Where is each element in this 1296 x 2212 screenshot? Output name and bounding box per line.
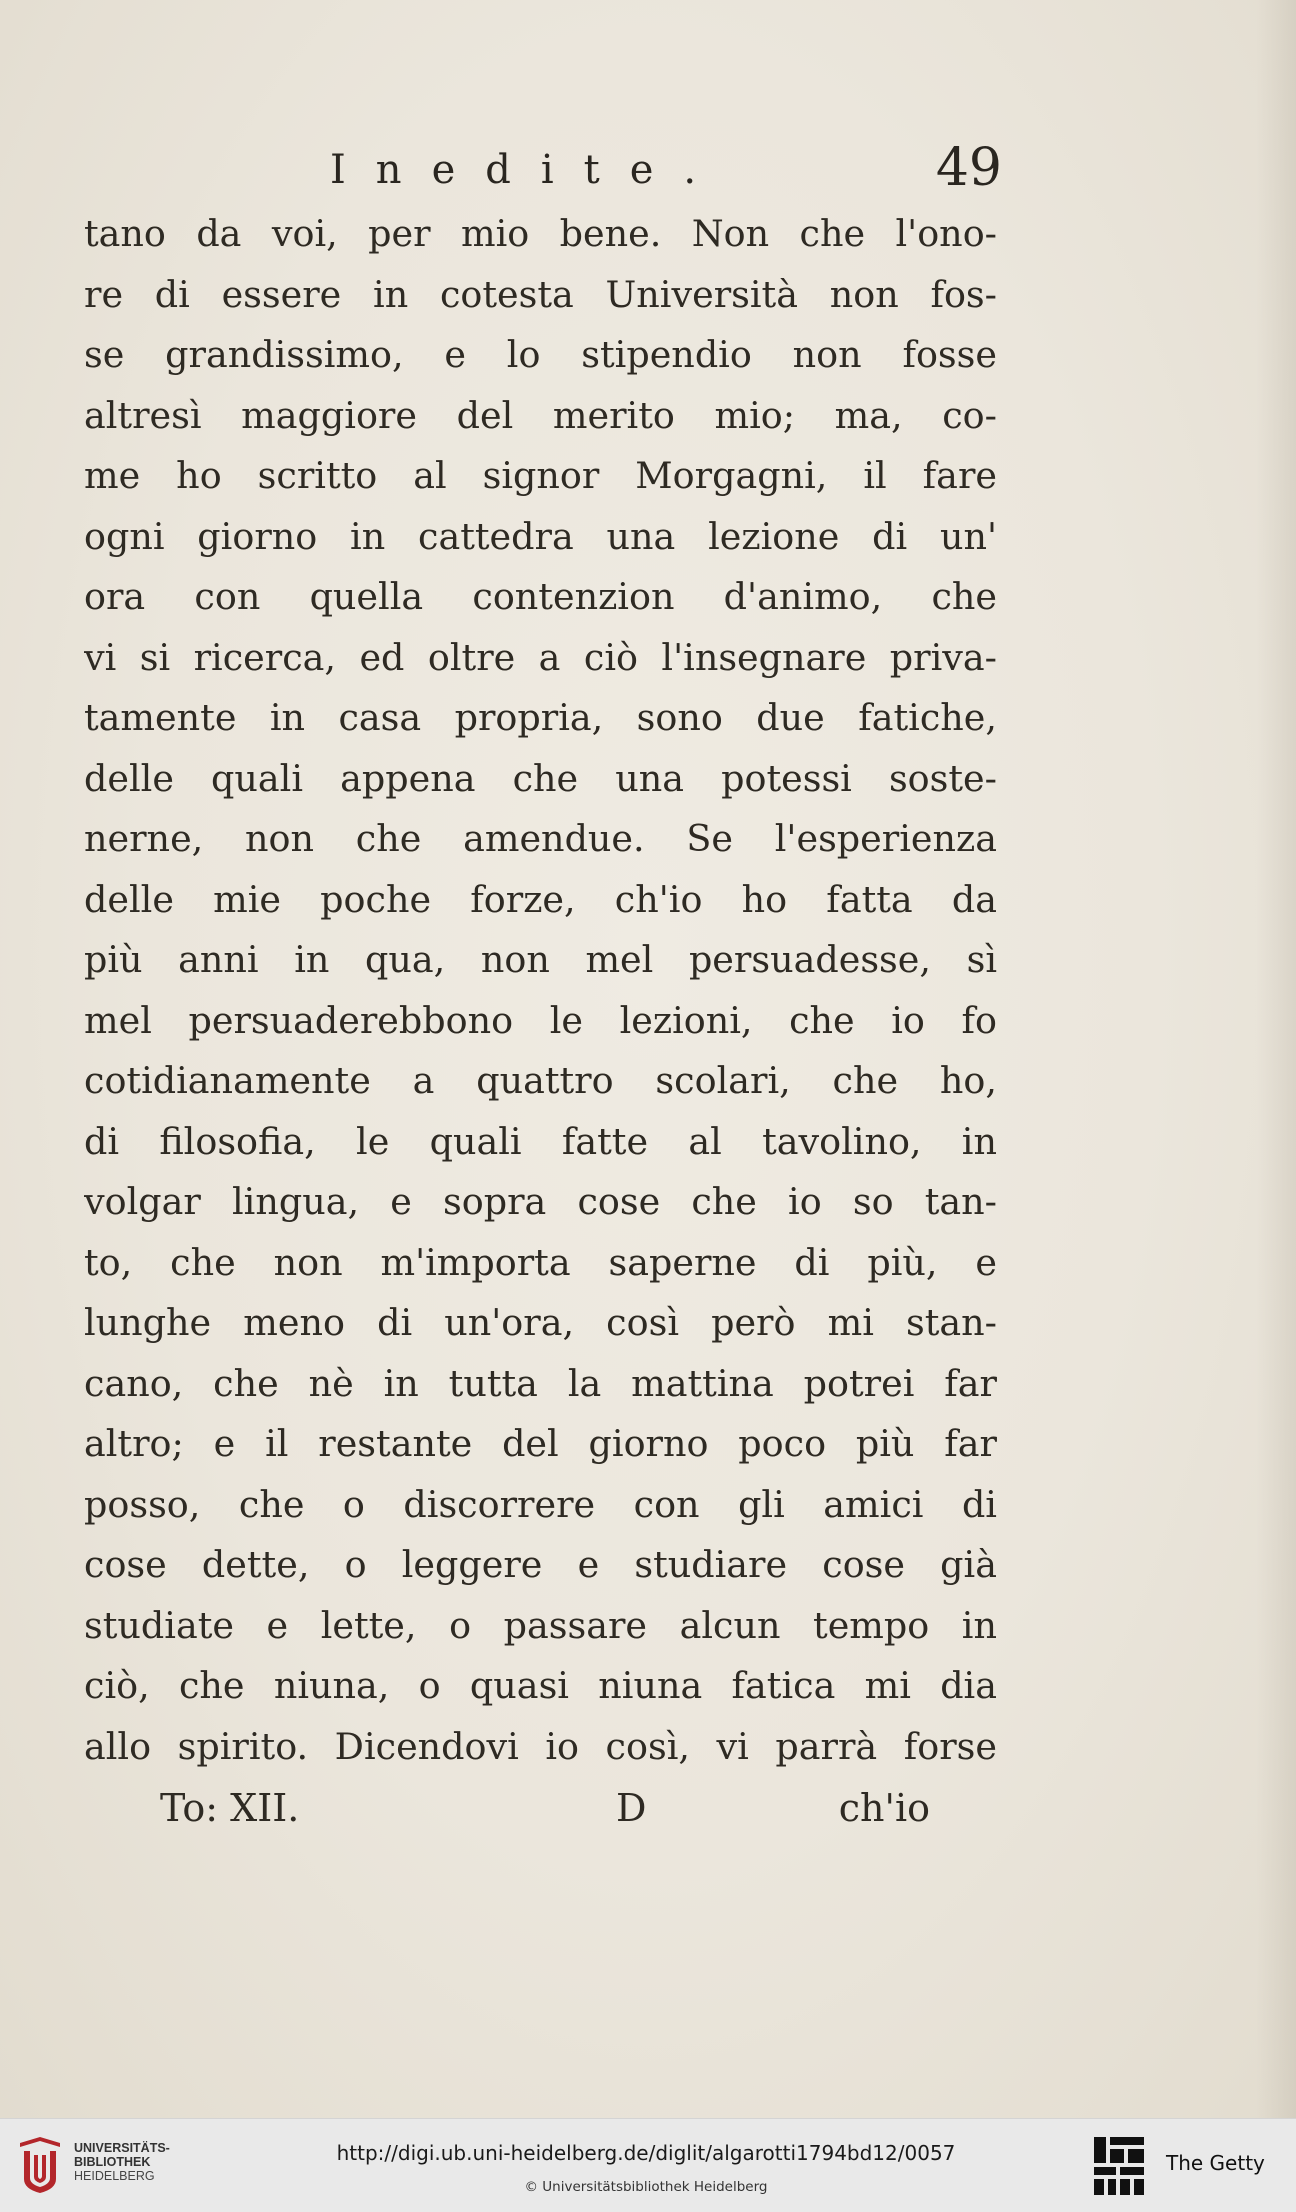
text-line: cano, che nè in tutta la mattina potrei far (84, 1361, 997, 1405)
library-name-line: UNIVERSITÄTS- (74, 2141, 170, 2155)
text-line: allo spirito. Dicendovi io così, vi parrà forse (84, 1724, 997, 1768)
signature-line (160, 1778, 940, 1838)
text-line: nerne, non che amendue. Se l'esperienza (84, 817, 997, 860)
text-line: tano da voi, per mio bene. Non che l'ono- (84, 212, 997, 255)
text-line: se grandissimo, e lo stipendio non fosse (84, 333, 997, 376)
text-line: mel persuaderebbono le lezioni, che io fo (84, 998, 997, 1042)
text-line: me ho scritto al signor Morgagni, il fare (84, 454, 997, 497)
copyright-notice: © Universitätsbibliothek Heidelberg (524, 2179, 768, 2195)
text-line: altresì maggiore del merito mio; ma, co- (84, 393, 997, 437)
text-line: più anni in qua, non mel persuadesse, sì (84, 938, 997, 981)
university-library-name (74, 2141, 170, 2183)
text-line: studiate e lette, o passare alcun tempo in (84, 1603, 997, 1647)
body-text (84, 204, 997, 1777)
text-line: di filosofia, le quali fatte al tavolino, in (84, 1119, 997, 1163)
viewer-footer (0, 2118, 1296, 2212)
text-line: posso, che o discorrere con gli amici di (84, 1482, 997, 1526)
text-line: ogni giorno in cattedra una lezione di un' (84, 514, 997, 558)
text-line: tamente in casa propria, sono due fatiche, (84, 696, 997, 739)
running-head-title: Inedite. (330, 147, 727, 193)
text-line: altro; e il restante del giorno poco più far (84, 1422, 997, 1465)
text-line: cose dette, o leggere e studiare cose già (84, 1543, 997, 1586)
university-library-logo-icon (14, 2133, 66, 2197)
text-line: delle mie poche forze, ch'io ho fatta da (84, 877, 997, 921)
getty-logo-icon (1092, 2135, 1146, 2197)
signature-volume: To: XII. (160, 1786, 300, 1830)
signature-letter: D (616, 1786, 647, 1830)
text-line: volgar lingua, e sopra cose che io so tan- (84, 1180, 997, 1223)
text-line: ciò, che niuna, o quasi niuna fatica mi dia (84, 1664, 997, 1707)
library-name-line: HEIDELBERG (74, 2169, 155, 2183)
text-line: ora con quella contenzion d'animo, che (84, 575, 997, 618)
library-name-line: BIBLIOTHEK (74, 2155, 151, 2169)
page-number: 49 (935, 138, 1002, 198)
text-line: cotidianamente a quattro scolari, che ho, (84, 1059, 997, 1102)
text-line: vi si ricerca, ed oltre a ciò l'insegnare priva- (84, 635, 997, 679)
text-line: lunghe meno di un'ora, così però mi stan- (84, 1301, 997, 1344)
text-line: to, che non m'importa saperne di più, e (84, 1240, 997, 1284)
getty-name: The Getty (1166, 2151, 1265, 2175)
text-line: re di essere in cotesta Università non fos- (84, 272, 997, 316)
permalink-url[interactable]: http://digi.ub.uni-heidelberg.de/diglit/algarotti1794bd12/0057 (336, 2141, 956, 2165)
catchword: ch'io (838, 1786, 930, 1830)
text-line: delle quali appena che una potessi soste- (84, 756, 997, 800)
running-head (330, 140, 1010, 200)
page-edge-shadow (1256, 0, 1296, 2118)
